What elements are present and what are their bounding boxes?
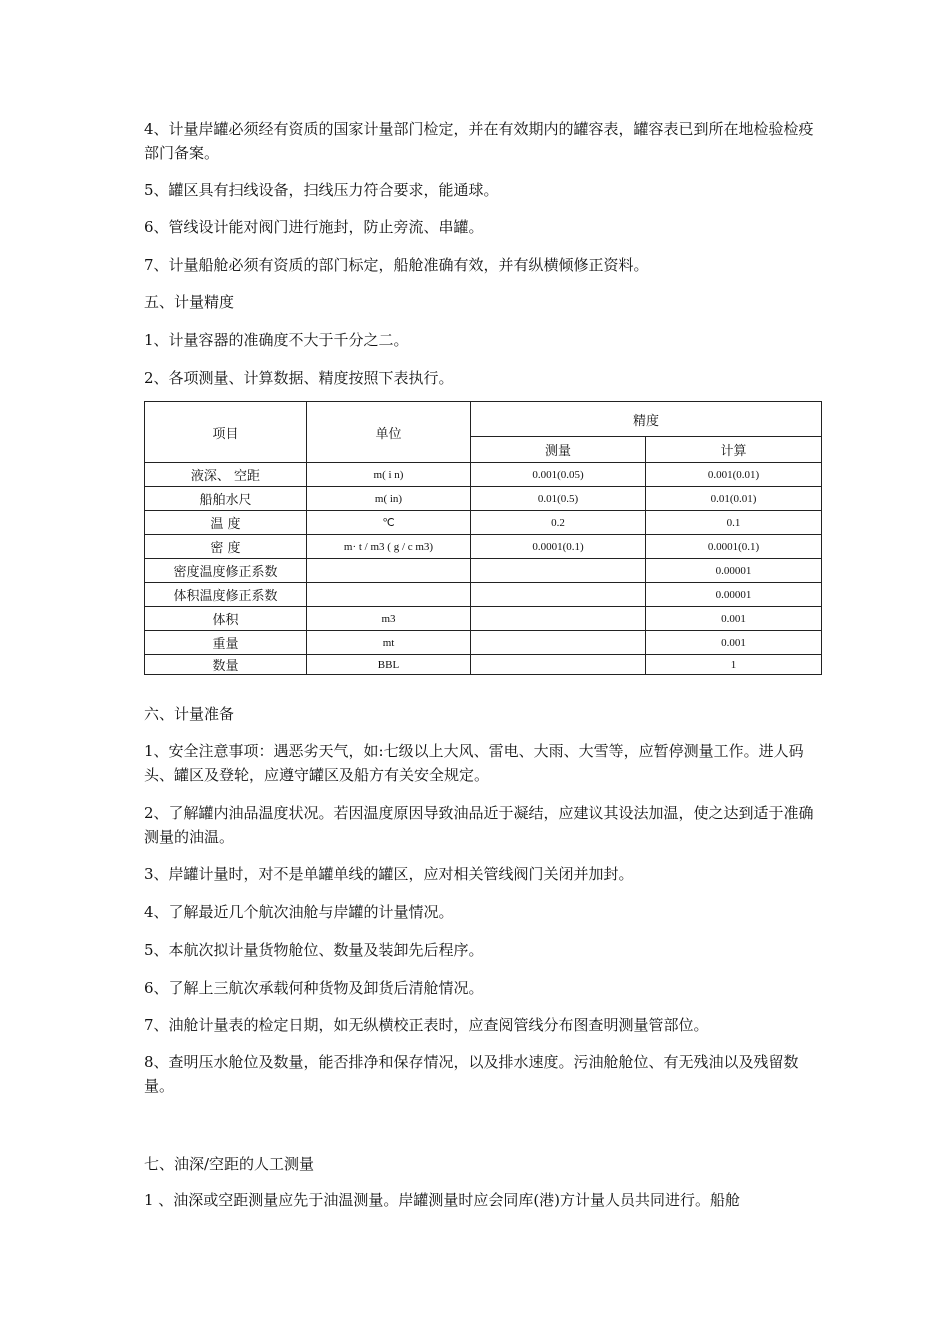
paragraph-gauging-order: 1 、油深或空距测量应先于油温测量。岸罐测量时应会同库(港)方计量人员共同进行。船舱 bbox=[144, 1191, 741, 1209]
row-measure bbox=[471, 655, 646, 675]
row-measure bbox=[471, 583, 646, 607]
row-calc: 1 bbox=[646, 655, 822, 675]
header-item: 项目 bbox=[145, 402, 307, 463]
table-row bbox=[145, 487, 822, 511]
paragraph-cargo-plan: 5、本航次拟计量货物舱位、数量及装卸先后程序。 bbox=[144, 941, 484, 959]
header-calc: 计算 bbox=[646, 437, 822, 463]
table-row bbox=[145, 511, 822, 535]
row-calc: 0.00001 bbox=[646, 583, 822, 607]
row-calc: 0.1 bbox=[646, 511, 822, 535]
paragraph-table-intro: 2、各项测量、计算数据、精度按照下表执行。 bbox=[144, 369, 454, 387]
table-row bbox=[145, 559, 822, 583]
row-item: 体积温度修正系数 bbox=[145, 583, 307, 607]
row-unit bbox=[307, 559, 471, 583]
row-unit: ℃ bbox=[307, 511, 471, 535]
precision-table bbox=[144, 401, 822, 675]
paragraph-ballast: 8、查明压水舱位及数量，能否排净和保存情况，以及排水速度。污油舱舱位、有无残油以及残留数量。 bbox=[144, 1053, 799, 1095]
paragraph-recent-voyages: 4、了解最近几个航次油舱与岸罐的计量情况。 bbox=[144, 903, 454, 921]
row-measure: 0.2 bbox=[471, 511, 646, 535]
row-calc: 0.001(0.01) bbox=[646, 463, 822, 487]
section-heading-manual-gauging: 七、油深/空距的人工测量 bbox=[144, 1155, 315, 1173]
row-item: 密度温度修正系数 bbox=[145, 559, 307, 583]
paragraph-valve-sealing: 6、管线设计能对阀门进行施封，防止旁流、串罐。 bbox=[144, 218, 484, 236]
row-calc: 0.01(0.01) bbox=[646, 487, 822, 511]
table-row bbox=[145, 463, 822, 487]
table-row bbox=[145, 583, 822, 607]
paragraph-container-accuracy: 1、计量容器的准确度不大于千分之二。 bbox=[144, 331, 409, 349]
row-calc: 0.001 bbox=[646, 607, 822, 631]
table-row bbox=[145, 535, 822, 559]
row-item: 密 度 bbox=[145, 535, 307, 559]
row-measure bbox=[471, 607, 646, 631]
header-precision: 精度 bbox=[471, 402, 822, 437]
paragraph-previous-cargo: 6、了解上三航次承载何种货物及卸货后清舱情况。 bbox=[144, 979, 484, 997]
row-item: 重量 bbox=[145, 631, 307, 655]
row-calc: 0.0001(0.1) bbox=[646, 535, 822, 559]
row-unit: m3 bbox=[307, 607, 471, 631]
row-measure bbox=[471, 631, 646, 655]
row-unit: mt bbox=[307, 631, 471, 655]
row-unit bbox=[307, 583, 471, 607]
row-measure: 0.0001(0.1) bbox=[471, 535, 646, 559]
table-row bbox=[145, 631, 822, 655]
row-measure: 0.01(0.5) bbox=[471, 487, 646, 511]
table-row bbox=[145, 607, 822, 631]
paragraph-valve-closing: 3、岸罐计量时，对不是单罐单线的罐区，应对相关管线阀门关闭并加封。 bbox=[144, 865, 634, 883]
table-row bbox=[145, 655, 822, 675]
row-unit: m· t / m3 ( g / c m3) bbox=[307, 535, 471, 559]
paragraph-ship-calibration: 7、计量船舱必须有资质的部门标定，船舱准确有效，并有纵横倾修正资料。 bbox=[144, 256, 649, 274]
section-heading-preparation: 六、计量准备 bbox=[144, 705, 235, 723]
paragraph-oil-temperature: 2、了解罐内油品温度状况。若因温度原因导致油品近于凝结，应建议其设法加温，使之达到适于准确测量的油温。 bbox=[144, 804, 814, 846]
row-item: 船舶水尺 bbox=[145, 487, 307, 511]
paragraph-gauge-table: 7、油舱计量表的检定日期，如无纵横校正表时，应查阅管线分布图查明测量管部位。 bbox=[144, 1016, 709, 1034]
paragraph-line-sweeping: 5、罐区具有扫线设备，扫线压力符合要求，能通球。 bbox=[144, 181, 499, 199]
row-calc: 0.001 bbox=[646, 631, 822, 655]
row-measure: 0.001(0.05) bbox=[471, 463, 646, 487]
paragraph-tank-calibration: 4、计量岸罐必须经有资质的国家计量部门检定，并在有效期内的罐容表，罐容表已到所在地检验检疫部门备案。 bbox=[144, 120, 814, 162]
paragraph-safety: 1、安全注意事项：遇恶劣天气，如:七级以上大风、雷电、大雨、大雪等，应暂停测量工作。进人码头、罐区及登轮，应遵守罐区及船方有关安全规定。 bbox=[144, 742, 804, 784]
section-heading-precision: 五、计量精度 bbox=[144, 293, 235, 311]
row-item: 液深、 空距 bbox=[145, 463, 307, 487]
header-unit: 单位 bbox=[307, 402, 471, 463]
row-item: 数量 bbox=[145, 655, 307, 675]
table-header-row bbox=[145, 402, 822, 437]
row-unit: BBL bbox=[307, 655, 471, 675]
row-item: 体积 bbox=[145, 607, 307, 631]
row-calc: 0.00001 bbox=[646, 559, 822, 583]
row-unit: m( i n) bbox=[307, 463, 471, 487]
row-item: 温 度 bbox=[145, 511, 307, 535]
row-measure bbox=[471, 559, 646, 583]
row-unit: m( in) bbox=[307, 487, 471, 511]
header-measure: 测量 bbox=[471, 437, 646, 463]
